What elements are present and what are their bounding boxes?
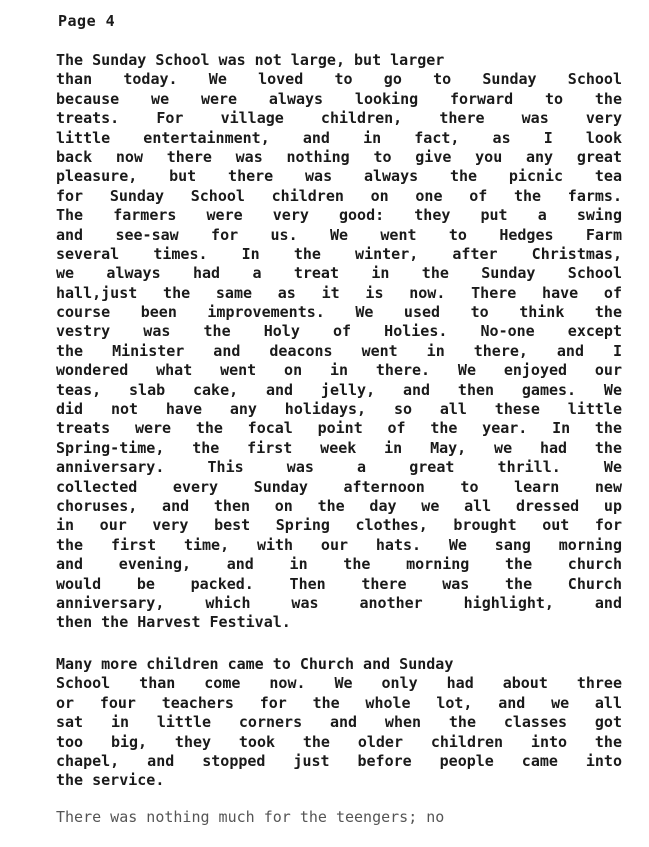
- text-line: vestry was the Holy of Holies. No-one except: [56, 322, 622, 341]
- text-line: The farmers were very good: they put a swing: [56, 206, 622, 225]
- text-line: and see-saw for us. We went to Hedges Farm: [56, 225, 622, 244]
- text-line: sat in little corners and when the classes got: [56, 713, 622, 732]
- text-line: The Sunday School was not large, but larger: [56, 51, 445, 69]
- text-line: or four teachers for the whole lot, and we all: [56, 693, 622, 712]
- paragraph-children-church: [56, 655, 622, 791]
- text-line: course been improvements. We used to think the: [56, 303, 622, 322]
- text-line: treats. For village children, there was very: [56, 109, 622, 128]
- text-line: for Sunday School children on one of the farms.: [56, 186, 622, 205]
- text-line: choruses, and then on the day we all dressed up: [56, 496, 622, 515]
- text-line: the first time, with our hats. We sang morning: [56, 535, 622, 554]
- text-line: There was nothing much for the teengers; no: [56, 808, 445, 826]
- text-line: collected every Sunday afternoon to learn new: [56, 477, 622, 496]
- text-line: wondered what went on in there. We enjoyed our: [56, 361, 622, 380]
- text-line: the service.: [56, 771, 165, 790]
- page-number-header: Page 4: [58, 12, 116, 30]
- text-line: treats were the focal point of the year. In the: [56, 419, 622, 438]
- text-line: did not have any holidays, so all these little: [56, 400, 622, 419]
- text-line: the Minister and deacons went in there, and I: [56, 341, 622, 360]
- text-line: little entertainment, and in fact, as I look: [56, 128, 622, 147]
- paragraph-sunday-school: [56, 51, 622, 633]
- text-line: several times. In the winter, after Christmas,: [56, 244, 622, 263]
- text-line: anniversary, which was another highlight, and: [56, 593, 622, 612]
- text-line: in our very best Spring clothes, brought out for: [56, 516, 622, 535]
- text-line: we always had a treat in the Sunday School: [56, 264, 622, 283]
- text-line: School than come now. We only had about three: [56, 674, 622, 693]
- text-line: than today. We loved to go to Sunday School: [56, 70, 622, 89]
- text-line: teas, slab cake, and jelly, and then games. We: [56, 380, 622, 399]
- text-line: and evening, and in the morning the church: [56, 555, 622, 574]
- text-line: would be packed. Then there was the Church: [56, 574, 622, 593]
- text-line: pleasure, but there was always the picnic tea: [56, 167, 622, 186]
- text-line: Many more children came to Church and Sunday: [56, 655, 454, 673]
- text-line: because we were always looking forward to the: [56, 89, 622, 108]
- text-line: too big, they took the older children into the: [56, 732, 622, 751]
- text-line: hall,just the same as it is now. There have of: [56, 283, 622, 302]
- text-line: Spring-time, the first week in May, we had the: [56, 438, 622, 457]
- text-line: chapel, and stopped just before people came into: [56, 751, 622, 770]
- text-line: anniversary. This was a great thrill. We: [56, 458, 622, 477]
- paragraph-teenagers: [56, 808, 622, 827]
- text-line: then the Harvest Festival.: [56, 613, 291, 632]
- text-line: back now there was nothing to give you any great: [56, 147, 622, 166]
